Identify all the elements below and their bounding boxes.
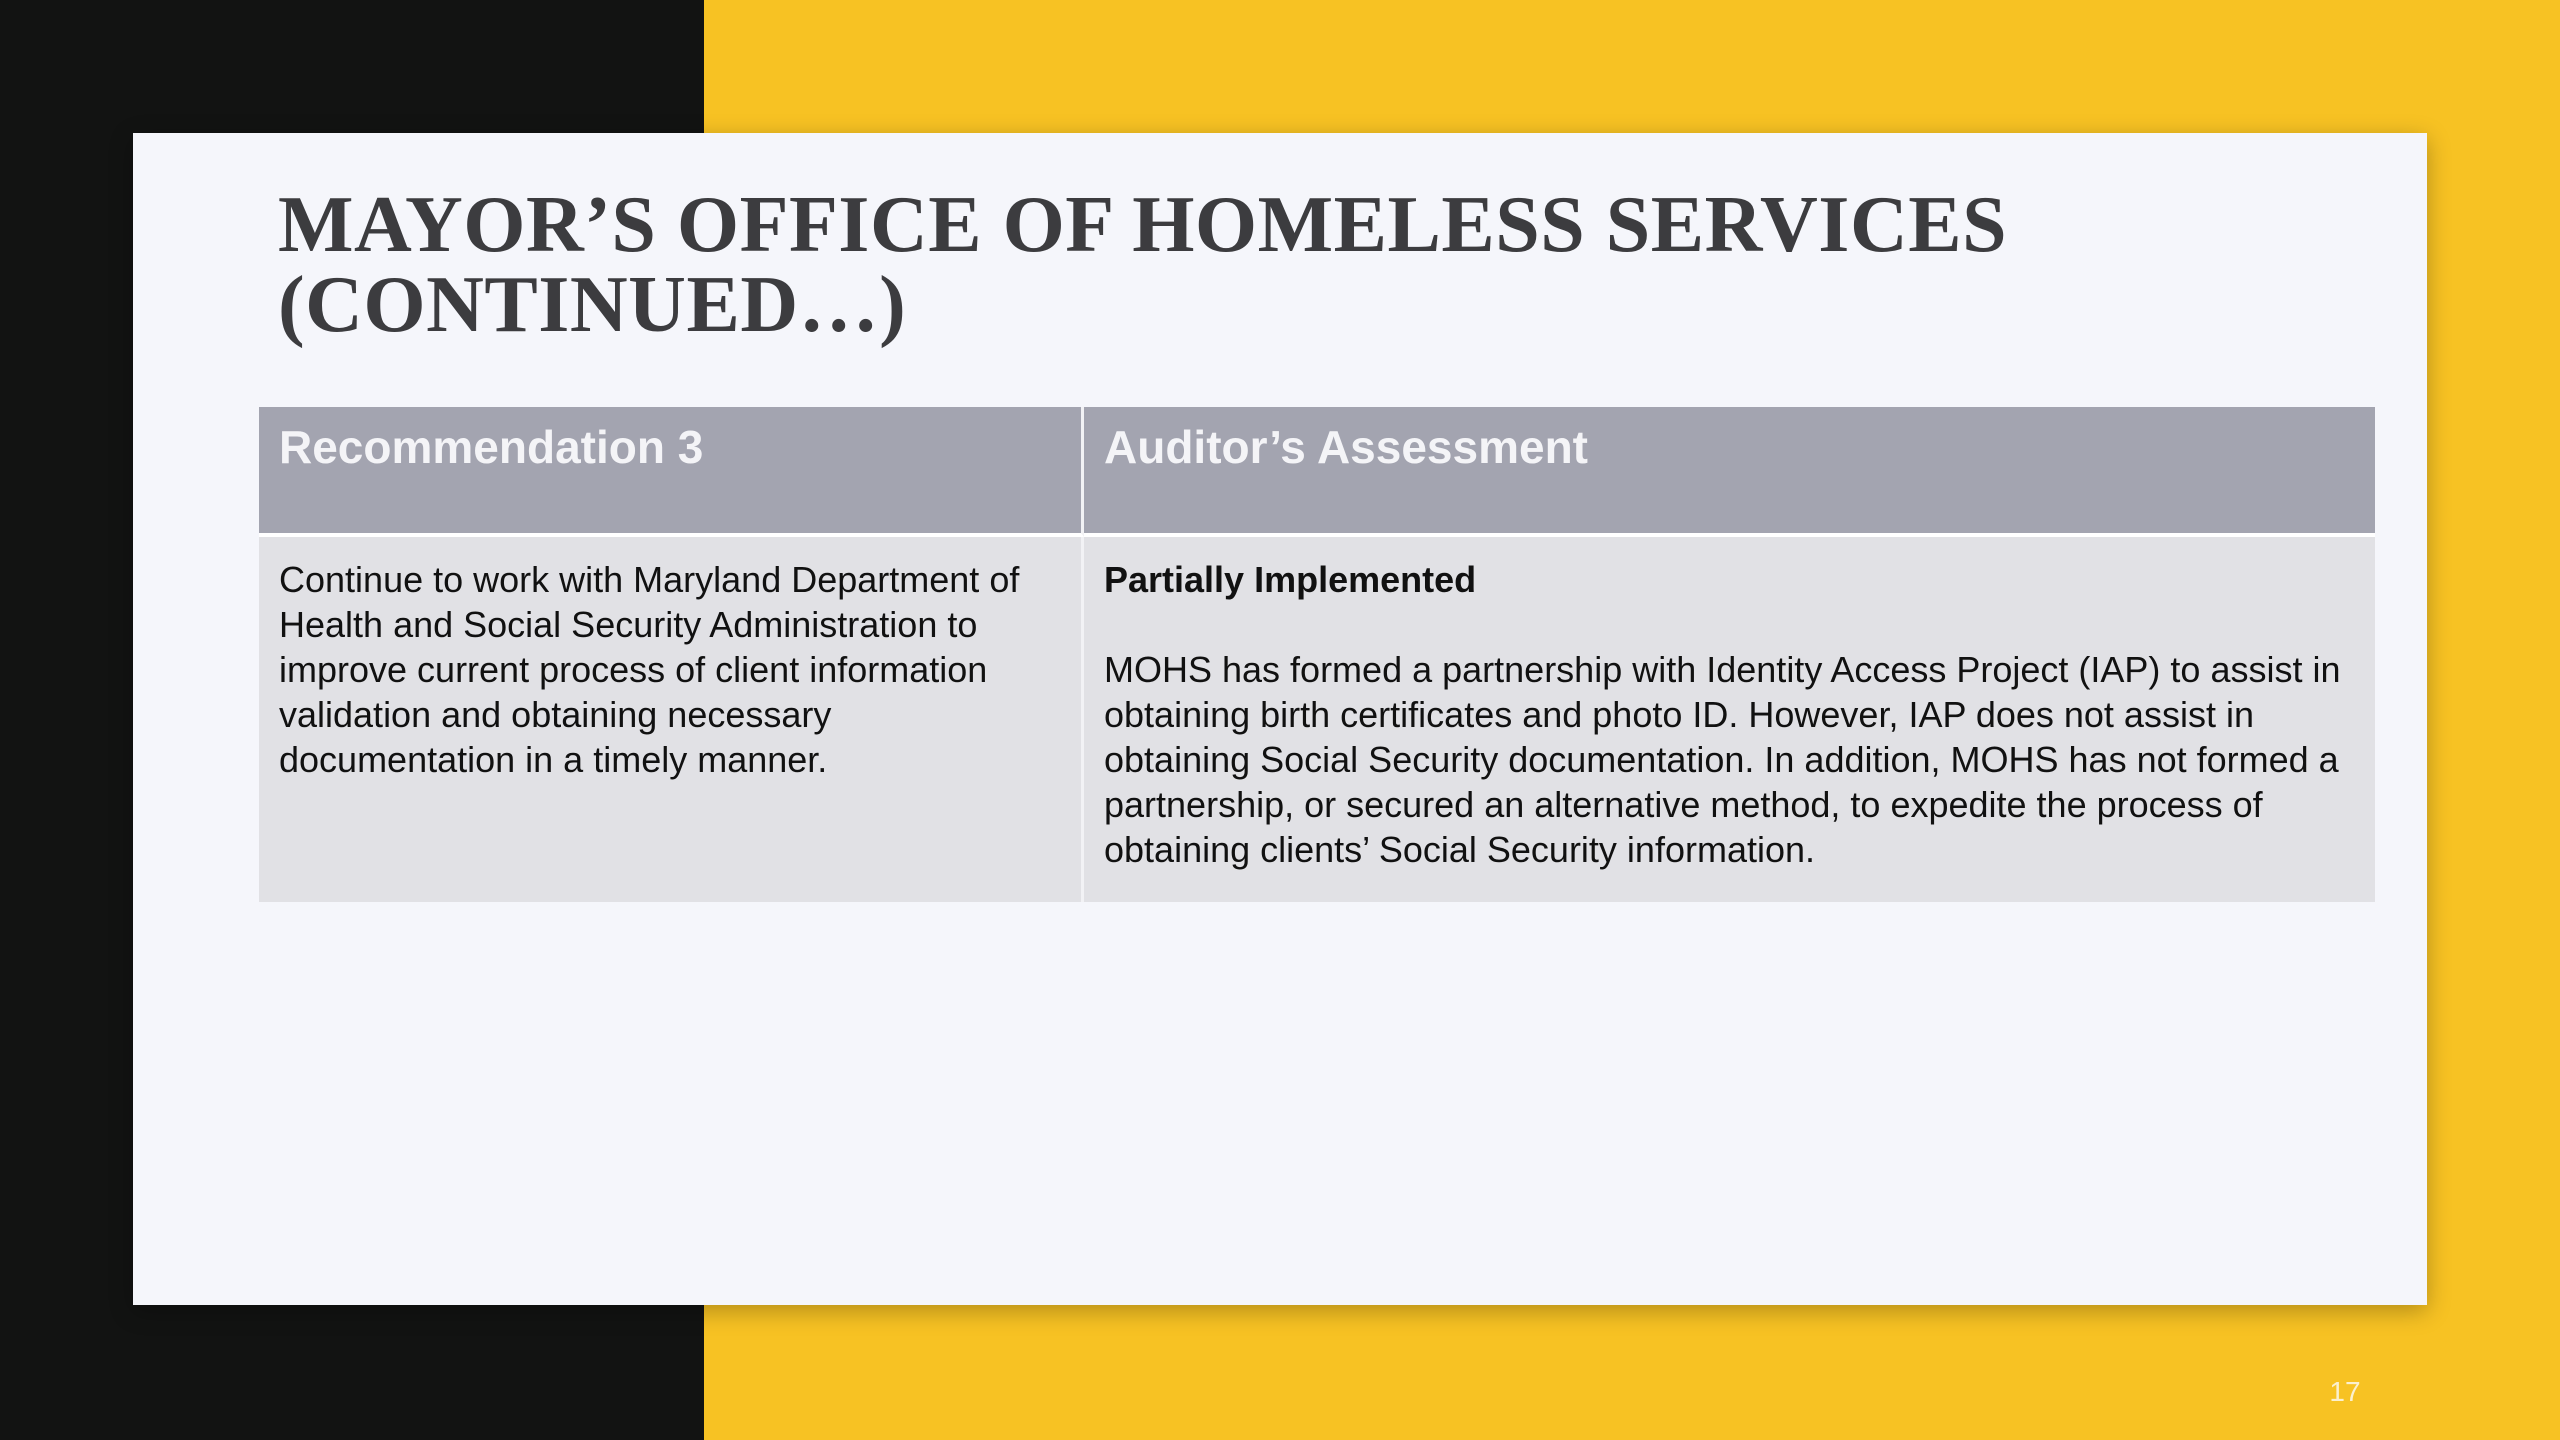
recommendation-text: Continue to work with Maryland Department of Health and Social Security Administration to improve current process of client information validation and obtaining necessary documentation in a timely manner. <box>259 537 1084 902</box>
page-number: 17 <box>2329 1376 2361 1407</box>
assessment-detail: MOHS has formed a partnership with Identity Access Project (IAP) to assist in obtaining birth certificates and photo ID. However, IAP does not assist in obtaining Social Security documentation. In addition, MOHS has not formed a partnership, or secured an alternative method, to expedite the process of obtaining clients’ Social Security information. <box>1104 649 2341 870</box>
slide-title-line2: (CONTINUED…) <box>278 261 907 349</box>
slide-title <box>278 181 2328 349</box>
assessment-spacer <box>1104 602 2355 647</box>
assessment-cell <box>1084 537 2375 902</box>
table-header-recommendation: Recommendation 3 <box>259 407 1084 537</box>
assessment-table <box>259 407 2375 902</box>
assessment-status: Partially Implemented <box>1104 559 1477 600</box>
slide-title-line1: MAYOR’S OFFICE OF HOMELESS SERVICES <box>278 181 2008 269</box>
table-header-assessment: Auditor’s Assessment <box>1084 407 2375 537</box>
slide-card <box>133 133 2427 1305</box>
